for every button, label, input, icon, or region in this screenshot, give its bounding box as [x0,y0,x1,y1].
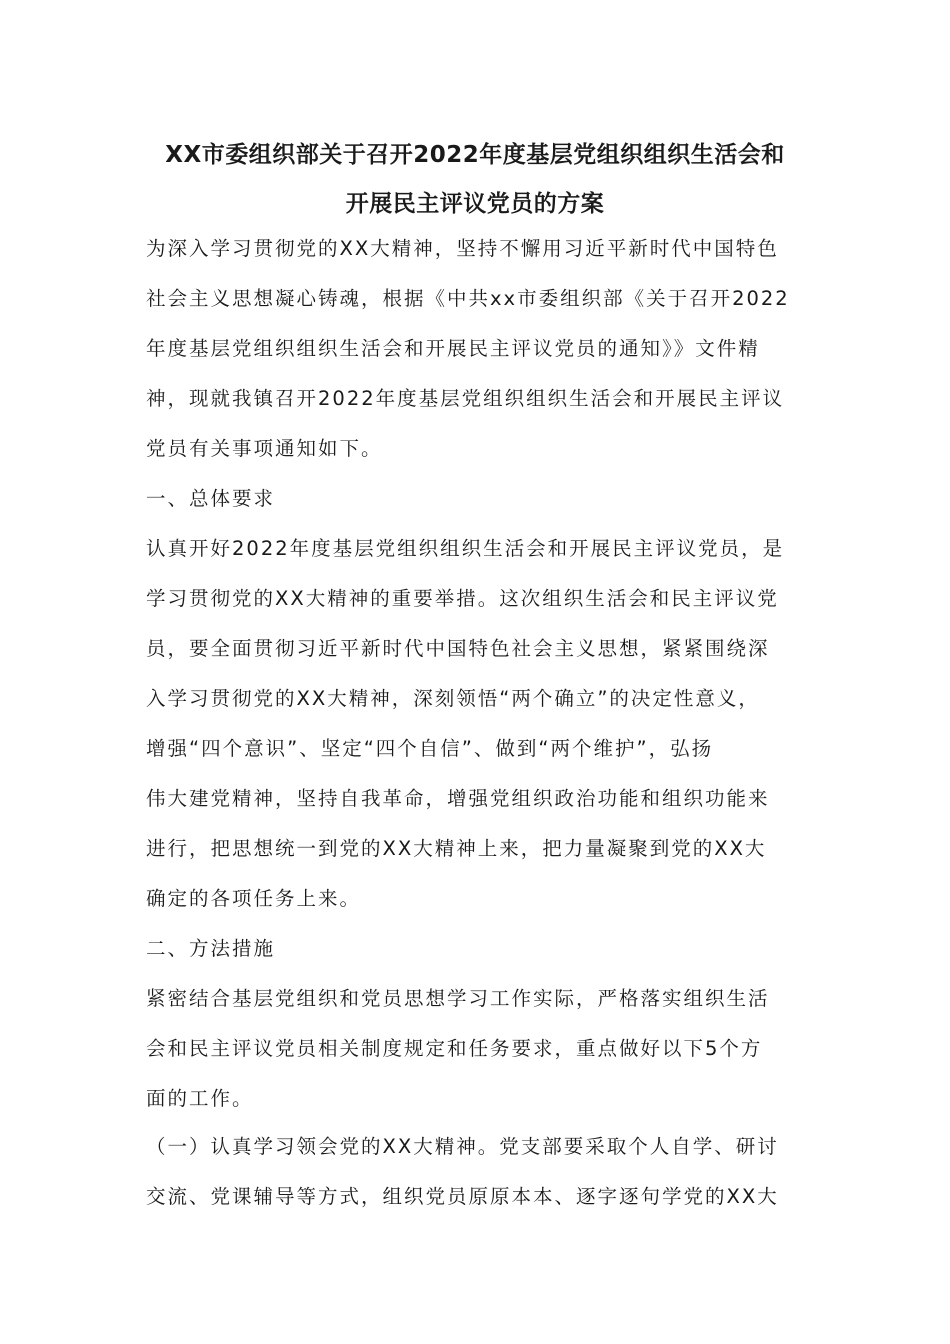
body-line: 会和民主评议党员相关制度规定和任务要求，重点做好以下5个方 [146,1037,763,1060]
body-line: 员，要全面贯彻习近平新时代中国特色社会主义思想，紧紧围绕深 [146,637,770,660]
body-line: 学习贯彻党的XX大精神的重要举措。这次组织生活会和民主评议党 [146,587,779,610]
body-line: 增强“四个意识”、坚定“四个自信”、做到“两个维护”，弘扬 [146,737,714,760]
body-line: 进行，把思想统一到党的XX大精神上来，把力量凝聚到党的XX大 [146,837,767,860]
document-title-line-2: 开展民主评议党员的方案 [345,191,605,217]
section-heading-methods: 二、方法措施 [146,937,276,960]
body-line: 年度基层党组织组织生活会和开展民主评议党员的通知》》文件精 [146,337,760,360]
body-line: 紧密结合基层党组织和党员思想学习工作实际，严格落实组织生活 [146,987,770,1010]
body-line: 神，现就我镇召开2022年度基层党组织组织生活会和开展民主评议 [146,387,785,410]
section-heading-overall-requirements: 一、总体要求 [146,487,276,510]
body-line: 为深入学习贯彻党的XX大精神，坚持不懈用习近平新时代中国特色 [146,237,779,260]
body-line: 确定的各项任务上来。 [146,887,362,910]
document-title-line-1: XX市委组织部关于召开2022年度基层党组织组织生活会和 [165,142,785,168]
body-line: 伟大建党精神，坚持自我革命，增强党组织政治功能和组织功能来 [146,787,770,810]
body-line: 社会主义思想凝心铸魂，根据《中共xx市委组织部《关于召开2022 [146,287,790,310]
body-line: 面的工作。 [146,1087,254,1110]
body-line: 入学习贯彻党的XX大精神，深刻领悟“两个确立”的决定性意义， [146,687,760,710]
body-line: （一）认真学习领会党的XX大精神。党支部要采取个人自学、研讨 [146,1135,779,1158]
body-line: 认真开好2022年度基层党组织组织生活会和开展民主评议党员，是 [146,537,785,560]
body-line: 党员有关事项通知如下。 [146,437,383,460]
body-line: 交流、党课辅导等方式，组织党员原原本本、逐字逐句学党的XX大 [146,1185,779,1208]
